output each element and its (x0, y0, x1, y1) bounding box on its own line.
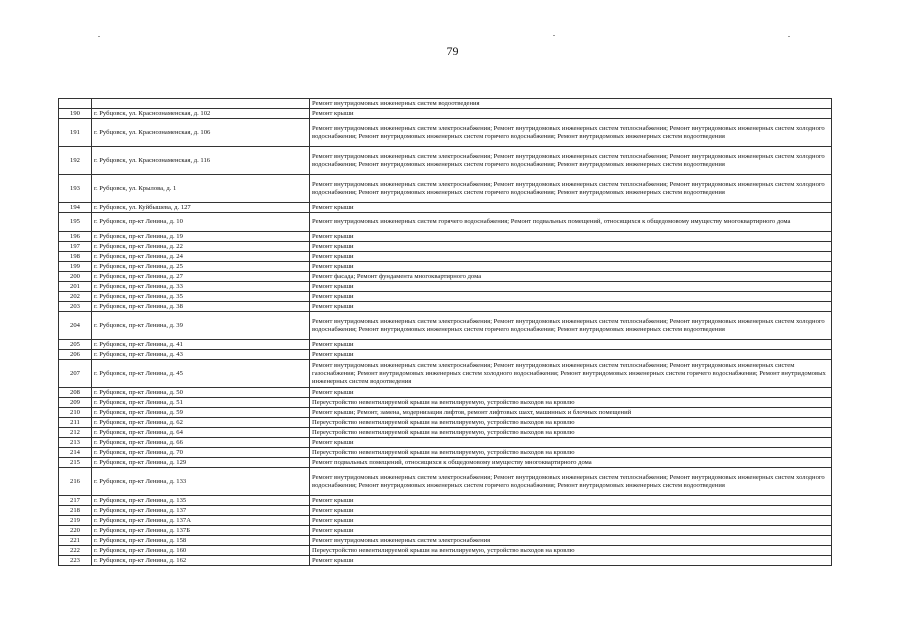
row-address: г. Рубцовск, пр-кт Ленина, д. 158 (92, 536, 310, 546)
table-row (59, 418, 832, 428)
row-address: г. Рубцовск, ул. Куйбышева, д. 127 (92, 203, 310, 213)
row-number: 213 (59, 438, 92, 448)
row-works: Ремонт крыши (310, 556, 832, 566)
scan-speck (553, 35, 555, 36)
row-number: 208 (59, 388, 92, 398)
table-row (59, 312, 832, 340)
row-works: Ремонт внутридомовых инженерных систем электроснабжения; Ремонт внутридомовых инженерных систем теплоснабжения; Ремонт внутридомовых инженерных систем холодного водоснабжения; Ремонт внутридомовых инженерных систем горячего водоснабжения; Ремонт внутридомовых инженерных систем водоотведения (310, 119, 832, 147)
row-address (92, 99, 310, 109)
row-works: Ремонт внутридомовых инженерных систем электроснабжения; Ремонт внутридомовых инженерных систем теплоснабжения; Ремонт внутридомовых инженерных систем газоснабжения; Ремонт внутридомовых инженерных систем холодного водоснабжения; Ремонт внутридомовых инженерных систем горячего водоснабжения; Ремонт внутридомовых инженерных систем водоотведения (310, 360, 832, 388)
row-address: г. Рубцовск, пр-кт Ленина, д. 133 (92, 468, 310, 496)
table-row (59, 272, 832, 282)
row-address: г. Рубцовск, пр-кт Ленина, д. 137 (92, 506, 310, 516)
table-row (59, 292, 832, 302)
table-row (59, 536, 832, 546)
row-address: г. Рубцовск, пр-кт Ленина, д. 129 (92, 458, 310, 468)
row-number: 199 (59, 262, 92, 272)
row-number: 203 (59, 302, 92, 312)
table-row (59, 232, 832, 242)
table-row (59, 428, 832, 438)
row-works: Ремонт внутридомовых инженерных систем водоотведения (310, 99, 832, 109)
row-works: Ремонт крыши (310, 302, 832, 312)
row-number: 197 (59, 242, 92, 252)
row-number: 214 (59, 448, 92, 458)
row-number: 192 (59, 147, 92, 175)
row-works: Ремонт внутридомовых инженерных систем горячего водоснабжения; Ремонт подвальных помещений, относящихся к общедомовому имуществу многоквартирного дома (310, 213, 832, 232)
row-works: Ремонт крыши (310, 350, 832, 360)
table-row (59, 556, 832, 566)
row-address: г. Рубцовск, пр-кт Ленина, д. 160 (92, 546, 310, 556)
row-address: г. Рубцовск, пр-кт Ленина, д. 162 (92, 556, 310, 566)
row-number: 215 (59, 458, 92, 468)
row-works: Ремонт крыши (310, 252, 832, 262)
repair-register-table (58, 98, 832, 566)
row-address: г. Рубцовск, пр-кт Ленина, д. 33 (92, 282, 310, 292)
row-works: Ремонт внутридомовых инженерных систем электроснабжения; Ремонт внутридомовых инженерных систем теплоснабжения; Ремонт внутридомовых инженерных систем холодного водоснабжения; Ремонт внутридомовых инженерных систем горячего водоснабжения; Ремонт внутридомовых инженерных систем водоотведения (310, 147, 832, 175)
row-number: 210 (59, 408, 92, 418)
row-number: 220 (59, 526, 92, 536)
row-number: 194 (59, 203, 92, 213)
row-works: Ремонт крыши (310, 516, 832, 526)
row-number: 205 (59, 340, 92, 350)
row-works: Ремонт внутридомовых инженерных систем электроснабжения (310, 536, 832, 546)
row-number: 222 (59, 546, 92, 556)
row-address: г. Рубцовск, пр-кт Ленина, д. 137Б (92, 526, 310, 536)
table-row (59, 458, 832, 468)
table-row (59, 119, 832, 147)
table-row (59, 438, 832, 448)
table-row (59, 448, 832, 458)
row-works: Ремонт крыши (310, 438, 832, 448)
scan-speck (788, 36, 790, 37)
row-address: г. Рубцовск, пр-кт Ленина, д. 41 (92, 340, 310, 350)
row-number: 195 (59, 213, 92, 232)
row-number: 191 (59, 119, 92, 147)
row-number: 201 (59, 282, 92, 292)
row-works: Ремонт внутридомовых инженерных систем электроснабжения; Ремонт внутридомовых инженерных систем теплоснабжения; Ремонт внутридомовых инженерных систем холодного водоснабжения; Ремонт внутридомовых инженерных систем горячего водоснабжения; Ремонт внутридомовых инженерных систем водоотведения (310, 312, 832, 340)
row-number: 193 (59, 175, 92, 203)
row-address: г. Рубцовск, пр-кт Ленина, д. 45 (92, 360, 310, 388)
row-number: 212 (59, 428, 92, 438)
table-row (59, 516, 832, 526)
table-row (59, 282, 832, 292)
row-address: г. Рубцовск, пр-кт Ленина, д. 19 (92, 232, 310, 242)
row-number: 200 (59, 272, 92, 282)
table-row (59, 408, 832, 418)
table-row (59, 340, 832, 350)
row-number: 211 (59, 418, 92, 428)
row-works: Ремонт подвальных помещений, относящихся к общедомовому имуществу многоквартирного дома (310, 458, 832, 468)
row-number: 216 (59, 468, 92, 496)
row-address: г. Рубцовск, пр-кт Ленина, д. 35 (92, 292, 310, 302)
row-works: Ремонт крыши (310, 526, 832, 536)
table-row (59, 109, 832, 119)
row-works: Ремонт крыши (310, 506, 832, 516)
table-row (59, 175, 832, 203)
row-address: г. Рубцовск, пр-кт Ленина, д. 135 (92, 496, 310, 506)
row-address: г. Рубцовск, пр-кт Ленина, д. 137А (92, 516, 310, 526)
row-address: г. Рубцовск, пр-кт Ленина, д. 22 (92, 242, 310, 252)
table-row (59, 203, 832, 213)
row-address: г. Рубцовск, пр-кт Ленина, д. 24 (92, 252, 310, 262)
table-row (59, 99, 832, 109)
row-works: Переустройство невентилируемой крыши на вентилируемую, устройство выходов на кровлю (310, 428, 832, 438)
row-number (59, 99, 92, 109)
row-address: г. Рубцовск, ул. Крылова, д. 1 (92, 175, 310, 203)
table-row (59, 360, 832, 388)
row-address: г. Рубцовск, пр-кт Ленина, д. 70 (92, 448, 310, 458)
row-address: г. Рубцовск, ул. Краснознаменская, д. 116 (92, 147, 310, 175)
row-works: Ремонт крыши (310, 232, 832, 242)
row-number: 202 (59, 292, 92, 302)
row-works: Ремонт крыши (310, 282, 832, 292)
row-address: г. Рубцовск, пр-кт Ленина, д. 27 (92, 272, 310, 282)
table-row (59, 496, 832, 506)
row-number: 217 (59, 496, 92, 506)
row-number: 190 (59, 109, 92, 119)
table-row (59, 262, 832, 272)
row-address: г. Рубцовск, пр-кт Ленина, д. 43 (92, 350, 310, 360)
row-address: г. Рубцовск, пр-кт Ленина, д. 39 (92, 312, 310, 340)
row-address: г. Рубцовск, пр-кт Ленина, д. 51 (92, 398, 310, 408)
page-number: 79 (446, 44, 459, 58)
row-number: 204 (59, 312, 92, 340)
row-number: 209 (59, 398, 92, 408)
row-number: 206 (59, 350, 92, 360)
row-works: Ремонт крыши (310, 388, 832, 398)
row-works: Переустройство невентилируемой крыши на вентилируемую, устройство выходов на кровлю (310, 418, 832, 428)
row-address: г. Рубцовск, пр-кт Ленина, д. 59 (92, 408, 310, 418)
row-address: г. Рубцовск, пр-кт Ленина, д. 66 (92, 438, 310, 448)
table-row (59, 252, 832, 262)
row-number: 223 (59, 556, 92, 566)
row-number: 219 (59, 516, 92, 526)
row-address: г. Рубцовск, пр-кт Ленина, д. 62 (92, 418, 310, 428)
row-number: 198 (59, 252, 92, 262)
row-number: 221 (59, 536, 92, 546)
row-works: Ремонт фасада; Ремонт фундамента многоквартирного дома (310, 272, 832, 282)
row-works: Ремонт крыши (310, 292, 832, 302)
row-address: г. Рубцовск, пр-кт Ленина, д. 10 (92, 213, 310, 232)
row-works: Ремонт крыши (310, 203, 832, 213)
table-row (59, 526, 832, 536)
row-works: Ремонт крыши (310, 242, 832, 252)
row-address: г. Рубцовск, пр-кт Ленина, д. 38 (92, 302, 310, 312)
row-works: Переустройство невентилируемой крыши на вентилируемую, устройство выходов на кровлю (310, 398, 832, 408)
row-works: Ремонт внутридомовых инженерных систем электроснабжения; Ремонт внутридомовых инженерных систем теплоснабжения; Ремонт внутридомовых инженерных систем холодного водоснабжения; Ремонт внутридомовых инженерных систем горячего водоснабжения; Ремонт внутридомовых инженерных систем водоотведения (310, 175, 832, 203)
row-works: Ремонт крыши; Ремонт, замена, модернизация лифтов, ремонт лифтовых шахт, машинных и блочных помещений (310, 408, 832, 418)
row-number: 207 (59, 360, 92, 388)
row-works: Переустройство невентилируемой крыши на вентилируемую, устройство выходов на кровлю (310, 546, 832, 556)
row-works: Ремонт внутридомовых инженерных систем электроснабжения; Ремонт внутридомовых инженерных систем теплоснабжения; Ремонт внутридомовых инженерных систем холодного водоснабжения; Ремонт внутридомовых инженерных систем горячего водоснабжения; Ремонт внутридомовых инженерных систем водоотведения (310, 468, 832, 496)
row-address: г. Рубцовск, пр-кт Ленина, д. 64 (92, 428, 310, 438)
table-row (59, 147, 832, 175)
table-row (59, 213, 832, 232)
row-address: г. Рубцовск, ул. Краснознаменская, д. 102 (92, 109, 310, 119)
row-address: г. Рубцовск, пр-кт Ленина, д. 25 (92, 262, 310, 272)
table-row (59, 350, 832, 360)
table-row (59, 398, 832, 408)
row-works: Переустройство невентилируемой крыши на вентилируемую, устройство выходов на кровлю (310, 448, 832, 458)
row-number: 218 (59, 506, 92, 516)
row-works: Ремонт крыши (310, 340, 832, 350)
row-works: Ремонт крыши (310, 109, 832, 119)
scan-speck (98, 36, 100, 37)
row-number: 196 (59, 232, 92, 242)
table-row (59, 506, 832, 516)
table-row (59, 388, 832, 398)
table-row (59, 468, 832, 496)
table-row (59, 242, 832, 252)
row-works: Ремонт крыши (310, 262, 832, 272)
table-row (59, 302, 832, 312)
row-works: Ремонт крыши (310, 496, 832, 506)
table-row (59, 546, 832, 556)
row-address: г. Рубцовск, ул. Краснознаменская, д. 106 (92, 119, 310, 147)
row-address: г. Рубцовск, пр-кт Ленина, д. 50 (92, 388, 310, 398)
repair-register-body (59, 99, 832, 566)
